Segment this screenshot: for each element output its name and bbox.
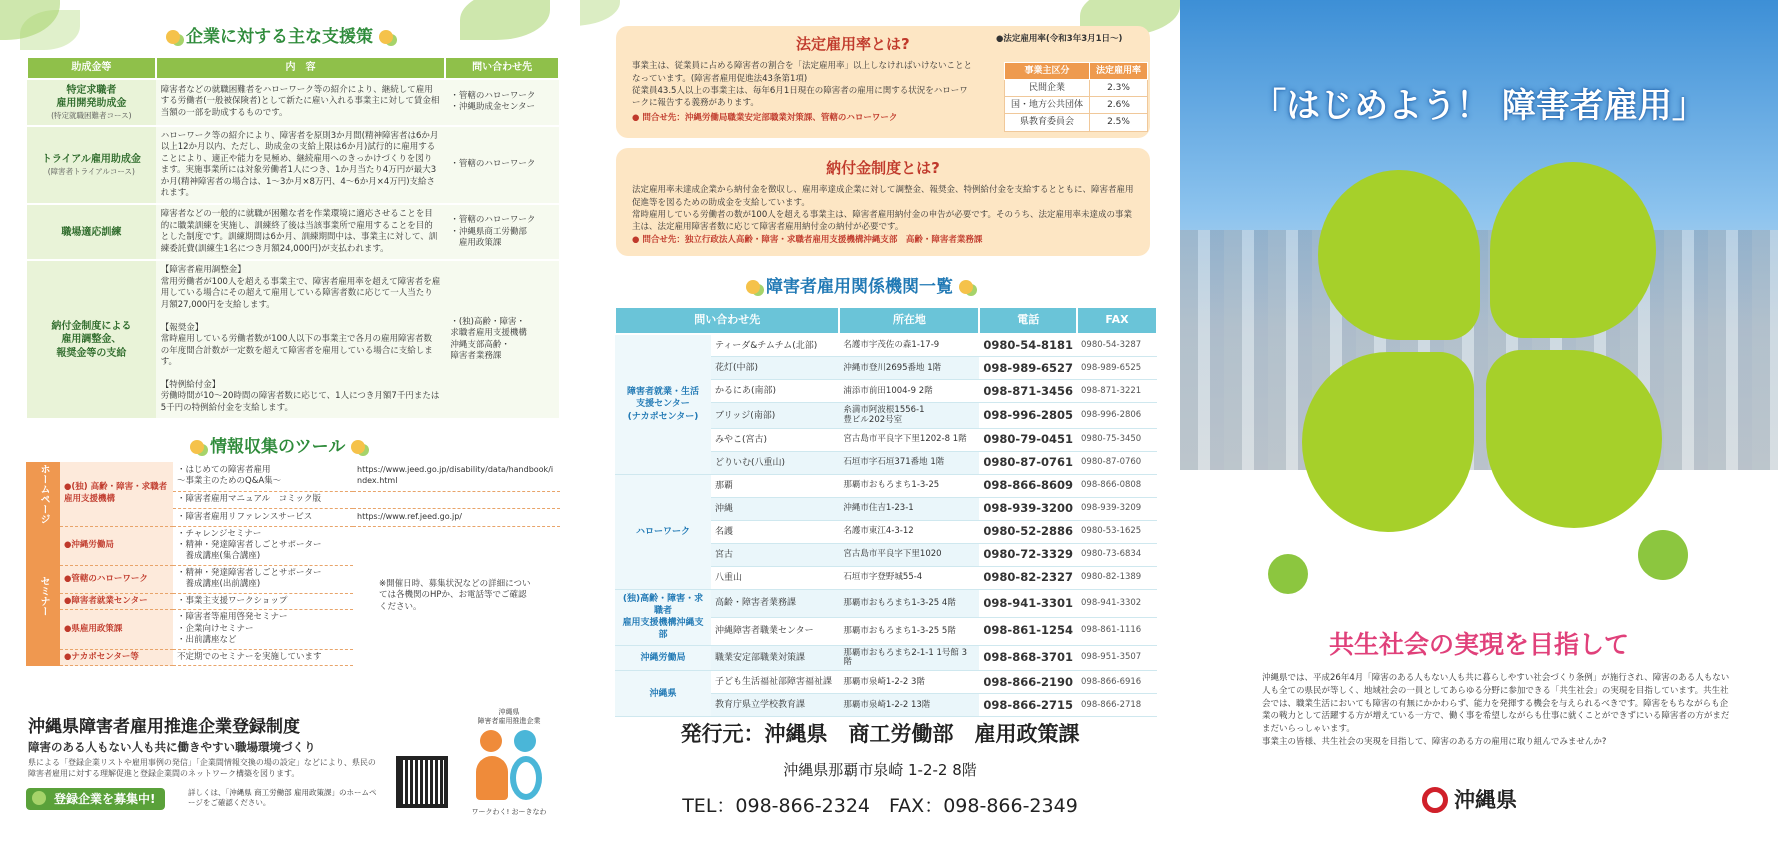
rate-table-title: ●法定雇用率(令和3年3月1日～) [996,34,1123,44]
org-name: ティーダ&チムチム(北部) [711,334,839,357]
main-title: 「はじめよう！ 障害者雇用」 [1252,86,1706,126]
org-name: 宮古 [711,544,839,567]
org-phone[interactable]: 0980-87-0761 [979,452,1077,475]
org-address: 名護市東江4-3-12 [839,521,979,544]
seminar-org: ● ナカポセンター等 [60,649,173,665]
rate-value: 2.3% [1090,80,1148,97]
registry-description: 県による「登録企業リストや雇用事例の発信」「企業間情報交換の場の設定」などにより、県民の障害者雇用に対する理解促進と登録企業間のネットワーク構築を図ります。 [28,758,376,778]
support-name-label: 納付金制度による 雇用調整金、 報奨金等の支給 [51,320,132,359]
org-name: 八重山 [711,567,839,590]
org-fax: 098-866-0808 [1077,475,1157,498]
support-contact: ・管轄のハローワーク ・沖縄助成金センター [445,79,559,126]
org-address: 那覇市おもろまち2-1-1 1号館 3階 [839,645,979,671]
registry-title: 沖縄県障害者雇用推進企業登録制度 [28,717,300,737]
publisher-address: 沖縄県那覇市泉崎 1-2-2 8階 [783,761,977,779]
support-header: 内 容 [156,57,446,79]
org-phone[interactable]: 0980-52-2886 [979,521,1077,544]
support-content: ハローワーク等の紹介により、障害者を原則3か月間(精神障害者は6か月以上12か月以内、ただし、助成金の支給上限は6か月)試行的に雇用することにより、適正や能力を見極め、継続雇用へのきっかけづくりを図ります。実施事業所には対象労働者1人につき、1か月当たり4万円が最大3か月(精神障害者の場合は、1～3か月×8万円、4～6か月×4万円)支給されます。 [156,126,446,205]
legal-rate-title: 法定雇用率とは? [796,35,910,53]
org-row [615,645,1157,671]
org-row [615,334,1157,357]
support-section-title: 企業に対する主な支援策 [160,26,399,49]
seminar-items: ・障害者等雇用啓発セミナー ・企業向けセミナー ・出前講座など [173,610,353,649]
seminar-org: ● 県雇用政策課 [60,610,173,649]
org-row [615,590,1157,618]
rate-row [1005,114,1148,131]
rate-row [1005,97,1148,114]
org-fax: 0980-87-0760 [1077,452,1157,475]
middle-panel [580,0,1180,842]
levy-inquiry: ● 問合せ先：独立行政法人高齢・障害・求職者雇用支援機構沖縄支部 高齢・障害者業務課 [632,234,983,245]
org-phone[interactable]: 098-868-3701 [979,645,1077,671]
org-row [615,475,1157,498]
org-address: 石垣市字登野城55-4 [839,567,979,590]
rate-header: 法定雇用率 [1090,63,1148,80]
org-name: 那覇 [711,475,839,498]
org-fax: 0980-82-1389 [1077,567,1157,590]
support-name [27,204,156,260]
org-group: ハローワーク [615,475,711,590]
org-name: 教育庁県立学校教育課 [711,694,839,717]
publisher: 発行元：沖縄県 商工労働部 雇用政策課 [680,722,1080,746]
small-clover-icon [1268,554,1308,594]
subtitle: 共生社会の実現を目指して [1328,630,1629,659]
body-text: 沖縄県では、平成26年4月「障害のある人もない人も共に暮らしやすい社会づくり条例」が施行され、障害のある人もない人も全ての県民が等しく、地域社会の一員としてあらゆる分野に参加できる「共生社会」の実現を目指しています。共生社会では、職業生活においても障害の有無にかかわらず、能力を発揮する機会を与えられるべきです。障害をもちながらも企業の戦力として活躍する方が増えている一方で、働く事を希望しながらも仕事に就くことができずにいる障害者の方がまだまだいらっしゃいます。 事業主の皆様、共生社会の実現を目指して、障害のある方の雇用に取り組んでみませんか? [1262,673,1730,747]
leaf-decoration [460,0,550,40]
support-contact: ・管轄のハローワーク ・沖縄県商工労働部 雇用政策課 [445,204,559,260]
support-row [27,79,559,126]
tool-item: ・障害者雇用マニュアル コミック版 [173,491,353,508]
org-phone[interactable]: 0980-54-8181 [979,334,1077,357]
rate-table [1004,62,1148,132]
support-name-sub: (障害者トライアルコース) [47,166,135,176]
okinawa-logo [1422,786,1517,814]
logo-tagline: ワークわく! おーきなわ [471,808,547,816]
support-contact: ・管轄のハローワーク [445,126,559,205]
support-row [27,260,559,419]
right-panel [1180,0,1778,842]
clover-leaf [1490,162,1656,338]
org-address: 宮古島市平良字下里1202-8 1階 [839,429,979,452]
seminar-items: 不定期でのセミナーを実施しています [173,649,353,665]
orgs-header: FAX [1077,307,1157,334]
org-phone[interactable]: 0980-79-0451 [979,429,1077,452]
homepage-label: ホームページ [26,462,60,526]
org-row [615,671,1157,694]
tools-table [26,462,560,666]
support-name-label: 職場適応訓練 [61,226,122,238]
org-name: 花灯(中部) [711,357,839,380]
rate-category: 県教育委員会 [1005,114,1090,131]
rate-header: 事業主区分 [1005,63,1090,80]
org-name: かるにあ(南部) [711,380,839,403]
org-fax: 098-951-3507 [1077,645,1157,671]
support-row [27,204,559,260]
org-name: 職業安定部職業対策課 [711,645,839,671]
support-header: 助成金等 [27,57,156,79]
support-name-label: 特定求職者 雇用開発助成金 [56,84,127,109]
clover-leaf [1318,170,1480,340]
org-phone[interactable]: 098-866-2715 [979,694,1077,717]
org-phone[interactable]: 098-996-2805 [979,403,1077,429]
orgs-header: 所在地 [839,307,979,334]
clover-leaf [1302,352,1474,532]
org-phone[interactable]: 098-871-3456 [979,380,1077,403]
tool-url-link[interactable] [353,491,560,508]
registry-recruiting-button[interactable]: 登録企業を募集中! [26,788,165,810]
support-content: 障害者などの一般的に就職が困難な者を作業環境に適応させることを目的に職業訓練を実施し、訓練終了後は当該事業所で雇用することを目的とした制度です。訓練期間は6か月、訓練期間中は、事業主に対して、訓練委託費(訓練生1名につき月額24,000円)が支払われます。 [156,204,446,260]
rate-row [1005,80,1148,97]
org-group: 障害者就業・生活 支援センター (ナカポセンター) [615,334,711,475]
rate-value: 2.5% [1090,114,1148,131]
org-address: 那覇市おもろまち1-3-25 5階 [839,617,979,645]
support-header: 問い合わせ先 [445,57,559,79]
tools-homepage-row [26,462,560,491]
org-fax: 098-861-1116 [1077,617,1157,645]
seminar-items: ・チャレンジセミナー ・精神・発達障害者しごとサポーター 養成講座(集合講座) [173,526,353,565]
levy-system-box [616,148,1150,256]
org-group: (独)高齢・障害・求職者 雇用支援機構沖縄支部 [615,590,711,646]
org-address: 沖縄市住吉1-23-1 [839,498,979,521]
tools-section-title: 情報収集のツール [184,436,371,459]
org-address: 糸満市阿波根1556-1 豊ビル202号室 [839,403,979,429]
support-name [27,126,156,205]
qr-code[interactable] [396,756,448,808]
tool-item: ・はじめての障害者雇用 ～事業主のためのQ&A集～ [173,462,353,491]
org-address: 宮古島市平良字下里1020 [839,544,979,567]
registry-subtitle: 障害のある人もない人も共に働きやすい職場環境づくり [28,740,316,754]
leaf-icon [32,791,46,805]
org-name: 子ども生活福祉部障害福祉課 [711,671,839,694]
org-group: 沖縄県 [615,671,711,717]
org-fax: 0980-75-3450 [1077,429,1157,452]
orgs-header: 問い合わせ先 [615,307,839,334]
org-phone[interactable]: 098-941-3301 [979,590,1077,618]
rate-value: 2.6% [1090,97,1148,114]
org-address: 名護市宇茂佐の森1-17-9 [839,334,979,357]
support-content: 【障害者雇用調整金】 常用労働者が100人を超える事業主で、障害者雇用率を超えて障害者を雇用している場合にその超えて雇用している障害者数に応じて一人当たり月額27,000円を支給します。 【報奨金】 常時雇用している労働者数が100人以下の事業主で各月の雇用障害者数の年度間合計数が一定数を超えて障害者を雇用している場合に支給します。 【特例給付金】 労働時間が10～20時間の障害者数に応じて、1人につき月額7千円または5千円の特例給付金を支給します。 [156,260,446,419]
org-fax: 098-866-6916 [1077,671,1157,694]
org-address: 那覇市おもろまち1-3-25 [839,475,979,498]
org-fax: 0980-54-3287 [1077,334,1157,357]
seminar-org: ● 沖縄労働局 [60,526,173,565]
support-content: 障害者などの就職困難者をハローワーク等の紹介により、継続して雇用する労働者(一般被保険者)として新たに雇い入れる事業主に対して賃金相当額の一部を助成するものです。 [156,79,446,126]
orgs-table [614,306,1158,717]
seminar-org: ● 管轄のハローワーク [60,565,173,593]
registry-button-note: 詳しくは、「沖縄県 商工労働部 雇用政策課」のホームページをご確認ください。 [188,788,377,808]
org-phone[interactable]: 098-989-6527 [979,357,1077,380]
org-address: 那覇市おもろまち1-3-25 4階 [839,590,979,618]
org-name: 高齢・障害者業務課 [711,590,839,618]
legal-rate-text: 事業主は、従業員に占める障害者の割合を「法定雇用率」以上しなければいけないこととなっています。(障害者雇用促進法43条第1項) 従業員43.5人以上の事業主は、毎年6月1日現在の障害者の雇用に関する状況をハローワークに報告する義務があります。 [632,61,973,109]
logo-caption: 沖縄県 障害者雇用推進企業 [477,708,541,726]
org-fax: 098-996-2806 [1077,403,1157,429]
employment-logo [474,730,548,804]
org-fax: 098-871-3221 [1077,380,1157,403]
org-phone[interactable]: 098-861-1254 [979,617,1077,645]
org-address: 沖縄市登川2695番地 1階 [839,357,979,380]
support-name [27,260,156,419]
org-phone[interactable]: 0980-82-2327 [979,567,1077,590]
leaf-decoration [580,0,620,26]
support-name [27,79,156,126]
legal-rate-box [616,26,1150,138]
rate-category: 民間企業 [1005,80,1090,97]
org-address: 那覇市泉崎1-2-2 13階 [839,694,979,717]
seminar-items: ・事業主支援ワークショップ [173,593,353,609]
tool-url-link[interactable]: https://www.jeed.go.jp/disability/data/handbook/index.html [353,462,560,491]
org-name: みやこ(宮古) [711,429,839,452]
org-name: 沖縄障害者職業センター [711,617,839,645]
support-contact: ・(独)高齢・障害・ 求職者雇用支援機構 沖縄支部高齢・ 障害者業務課 [445,260,559,419]
org-fax: 098-866-2718 [1077,694,1157,717]
org-name: 名護 [711,521,839,544]
org-fax: 098-939-3209 [1077,498,1157,521]
clover-leaf [1486,350,1662,528]
orgs-section-title: 障害者雇用関係機関一覧 [740,276,979,299]
orgs-header: 電話 [979,307,1077,334]
seminar-org: ● 障害者就業センター [60,593,173,609]
org-fax: 0980-73-6834 [1077,544,1157,567]
levy-title: 納付金制度とは? [826,159,940,177]
org-phone[interactable]: 0980-72-3329 [979,544,1077,567]
seminar-items: ・精神・発達障害者しごとサポーター 養成講座(出前講座) [173,565,353,593]
org-address: 那覇市泉崎1-2-2 3階 [839,671,979,694]
org-fax: 0980-53-1625 [1077,521,1157,544]
levy-text: 法定雇用率未達成企業から納付金を徴収し、雇用率達成企業に対して調整金、報奨金、特例給付金を支給するとともに、障害者雇用促進等を図るための助成金を支給しています。 常時雇用している労働者の数が100人を超える事業主は、障害者雇用納付金の申告が必要です。そのうち、法定雇用率未達成の事業主は、法定雇用障害者数に応じて障害者雇用納付金の納付が必要です。 [632,185,1134,233]
okinawa-logo-text: 沖縄県 [1454,788,1517,812]
seminar-label: セミナー [26,526,60,666]
org-address: 浦添市前田1004-9 2階 [839,380,979,403]
org-name: ブリッジ(南部) [711,403,839,429]
left-panel [0,0,580,842]
rate-category: 国・地方公共団体 [1005,97,1090,114]
tool-url-link[interactable]: https://www.ref.jeed.go.jp/ [353,509,560,526]
org-name: どりいむ(八重山) [711,452,839,475]
org-phone[interactable]: 098-866-8609 [979,475,1077,498]
support-name-label: トライアル雇用助成金 [41,154,141,166]
org-phone[interactable]: 098-939-3200 [979,498,1077,521]
org-fax: 098-989-6525 [1077,357,1157,380]
org-address: 石垣市字石垣371番地 1階 [839,452,979,475]
org-fax: 098-941-3302 [1077,590,1157,618]
org-group: 沖縄労働局 [615,645,711,671]
tools-seminar-row [26,526,560,565]
tool-item: ・障害者雇用リファレンスサービス [173,509,353,526]
small-clover-icon [1638,530,1688,580]
homepage-org: ● (独) 高齢・障害・求職者雇用支援機構 [60,462,173,526]
org-name: 沖縄 [711,498,839,521]
support-name-sub: (特定就職困難者コース) [51,110,132,120]
legal-rate-inquiry: ● 問合せ先：沖縄労働局職業安定部職業対策課、管轄のハローワーク [632,112,898,123]
okinawa-emblem-icon [1422,787,1448,813]
publisher-contact: TEL：098-866-2324 FAX：098-866-2349 [682,795,1078,817]
seminar-note: ※開催日時、募集状況などの詳細については各機関のHPか、お電話等でご確認ください。 [379,578,531,612]
support-table [26,56,560,420]
org-phone[interactable]: 098-866-2190 [979,671,1077,694]
support-row [27,126,559,205]
